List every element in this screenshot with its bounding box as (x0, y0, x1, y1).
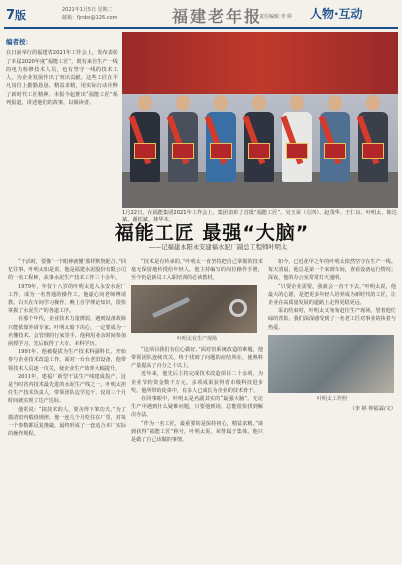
editor-note (6, 38, 118, 208)
awardee-figure (242, 95, 276, 182)
paragraph: 在那个年代，企业技术力量薄弱，遇到设备故障只能依靠外请专家。叶明太暗下决心，一定要成为一名懂技术、会管理的行家里手。他利用业余时间参加函授学习，先后取得了大专、本科学历。 (8, 316, 126, 348)
page-number: 7版 (6, 8, 27, 23)
paragraph: “干活时，要像‘一个眼神就懂’那样默契配合。”回忆往事，叶明太如是说。他是福建水泥股份有限公司的一名工程师，从事水泥生产技术工作三十余年。 (8, 259, 126, 282)
awardee-figure (128, 95, 162, 182)
worker-photo-caption: 叶明太在生产现场 (176, 335, 217, 342)
paragraph: 采访结束时，叶明太又匆匆赶往生产现场。望着他忙碌的背影，我们深深感受到了一名老工匠对事业的执着与热爱。 (268, 308, 396, 331)
gear-icon (229, 299, 247, 317)
paragraph: 2011年，建福厂新型干法生产线建成投产，这是当时省内技术最先进的水泥生产线之一。叶明太担任生产技术负责人，带领团队边学边干，仅用三个月时间就实现了达产达标。 (8, 373, 126, 405)
awardee-figure (356, 95, 390, 182)
paragraph: 如今，已近花甲之年的叶明太依然坚守在生产一线。每天清晨，他总是第一个来到车间，查看设备运行情况；深夜，他的办公室常常灯火通明。 (268, 259, 396, 282)
paragraph: “作为一名工匠，最重要的是保持初心，精益求精。”谈到获得“福能工匠”称号，叶明太说，荣誉属于集体，他只是做了自己该做的事情。 (131, 420, 263, 444)
editor-note-title: 编者按： (6, 38, 32, 46)
article-column-2 (131, 258, 263, 558)
editor-note-text: 在日前举行的福建省2021年工作会上，发布表彰了本届2020年度“福能工匠”，既有来自生产一线的电力检修技术人员，也有坚守一线的技术工人，为企业发展作出了突出贡献。这些工匠在平凡岗位上勤勤恳恳、精益求精，用实际行动诠释了新时代工匠精神。本报今起推出“福能工匠”系列报道，讲述他们的故事，以飨读者。 (6, 50, 118, 107)
workplace-photo (268, 335, 394, 393)
issue-date: 2021年1月5日 星期二 (62, 7, 113, 13)
awardee-figure (204, 95, 238, 182)
awardee-figure (318, 95, 352, 182)
masthead: 福建老年报 (172, 7, 263, 26)
awardee-figure (280, 95, 314, 182)
paragraph: 近年来，他先后主持完成技术改造项目二十余项，为企业节约资金数千万元，多项成果获得省市级科技进步奖。他所带的徒弟中，有多人已成长为企业的技术骨干。 (131, 371, 263, 394)
article-headline: 福能工匠 最强“大脑” (114, 222, 310, 244)
responsible-editor: 责任编辑 李 婷 (259, 14, 293, 20)
contact-email: 邮箱：fjrsbs@126.com (62, 15, 118, 21)
article-subheadline: ——记福建永阳永安建福水泥厂副总工程师叶明太 (148, 244, 288, 251)
article-byline: （李 婷 钟福霖/文） (349, 406, 396, 413)
workplace-photo-caption: 叶明太工作照 (316, 395, 347, 402)
paragraph: “这项目我们有信心做好。”面对窑系统改造的难题，他带领团队连续攻关，终于找到了问题的症结所在，使熟料产量提高了百分之十以上。 (131, 346, 263, 370)
award-ceremony-photo (122, 32, 398, 208)
article-column-1 (8, 258, 126, 558)
paragraph: 1991年，他被提拔为生产技术科副科长，开始参与企业技术改造工作。面对一台台老旧设备，他带领技术人员逐一攻关，使企业生产效率大幅提升。 (8, 349, 126, 372)
paragraph: 在同事眼中，叶明太是名副其实的“最强大脑”。无论生产中遇到什么疑难问题，只要他到场，总能很快找到解决办法。 (131, 396, 263, 419)
paragraph: 1979年，年仅十八岁的叶明太进入永安水泥厂工作，成为一名普通的操作工。他虚心向老师傅请教，白天在车间学习操作，晚上自学理论知识，很快掌握了水泥生产的各道工序。 (8, 283, 126, 315)
page-header (4, 3, 398, 29)
wrench-icon (152, 296, 190, 317)
photo-caption: 1月22日，在福能集团2021年工作会上，集团表彰了首批“福能工匠”，吴玉荣（左四）、赵茂华、王仁良、叶明太、陈达斌、谢松斌、林华木。 (122, 210, 397, 223)
awardee-figure (166, 95, 200, 182)
section-name: 人物·互动 (310, 7, 363, 21)
paragraph: “只要企业需要，我就会一直干下去。”叶明太说，他最大的心愿，是把更多年轻人培养成为新时代的工匠，让企业在高质量发展的道路上走得更稳更远。 (268, 283, 396, 307)
article-column-3 (268, 258, 396, 558)
paragraph: “技术是有传承的。”叶明太一直坚持把自己掌握的技术毫无保留地传授给年轻人。他主持编写的岗位操作手册，至今仍是新员工入职培训的必读教材。 (131, 259, 263, 282)
stage-backdrop (122, 32, 398, 94)
paragraph: 他常说：“搞技术的人，要舍得下笨功夫。”为了摸清窑内煅烧规律，他一连几个月吃住在厂里，对每一个参数都反复推敲，最终形成了一套适合本厂实际的操作规程。 (8, 406, 126, 438)
worker-photo (131, 285, 257, 333)
